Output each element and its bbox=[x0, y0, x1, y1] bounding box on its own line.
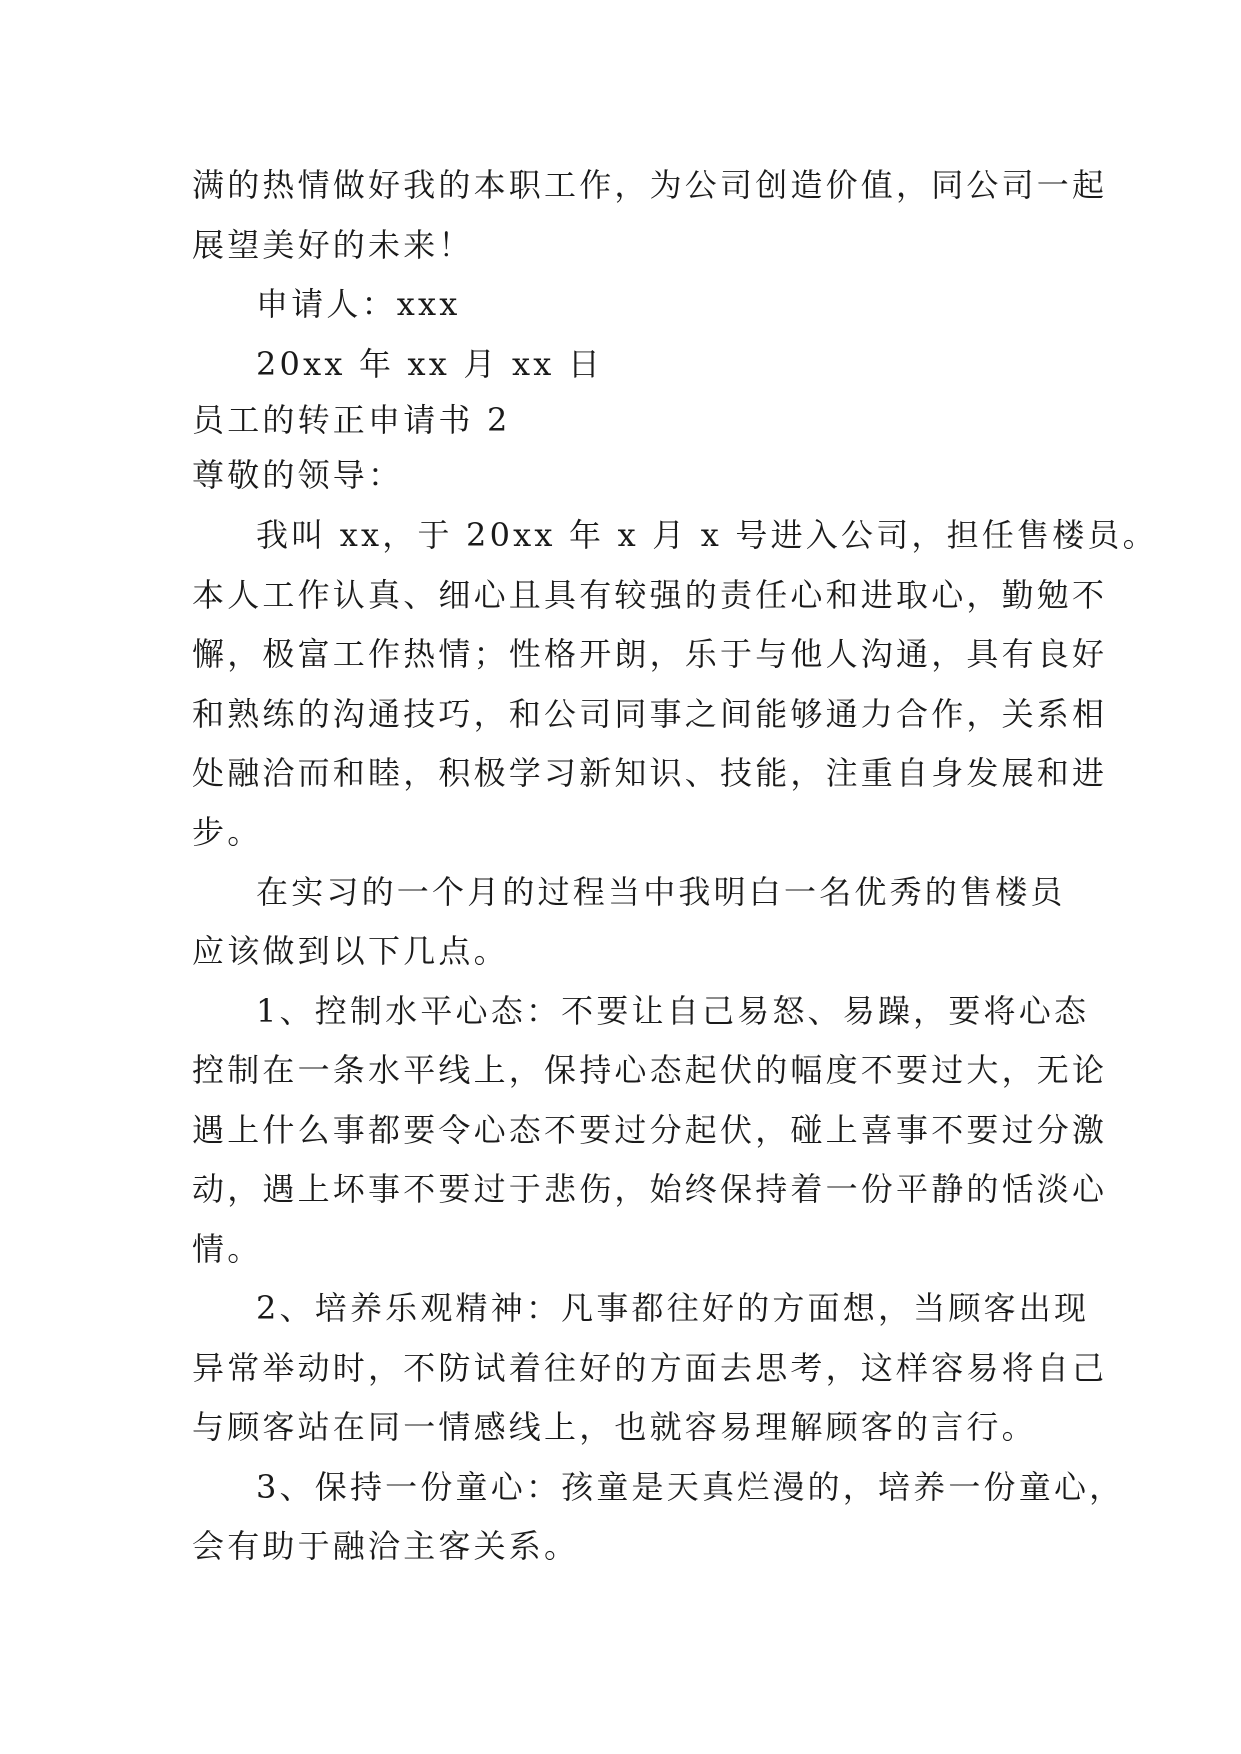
salutation: 尊敬的领导： bbox=[192, 456, 404, 494]
body-text-line: 与顾客站在同一情感线上，也就容易理解顾客的言行。 bbox=[192, 1408, 1037, 1446]
body-text-line: 步。 bbox=[192, 813, 263, 851]
body-text-line: 满的热情做好我的本职工作，为公司创造价值，同公司一起 bbox=[192, 166, 1108, 204]
body-text-line: 本人工作认真、细心且具有较强的责任心和进取心，勤勉不 bbox=[192, 576, 1108, 614]
body-text-line: 3、保持一份童心：孩童是天真烂漫的，培养一份童心， bbox=[256, 1468, 1125, 1506]
body-text-line: 懈，极富工作热情；性格开朗，乐于与他人沟通，具有良好 bbox=[192, 635, 1108, 673]
body-text-line: 和熟练的沟通技巧，和公司同事之间能够通力合作，关系相 bbox=[192, 695, 1108, 733]
body-text-line: 展望美好的未来！ bbox=[192, 226, 474, 264]
body-text-line: 1、控制水平心态：不要让自己易怒、易躁，要将心态 bbox=[256, 992, 1090, 1030]
applicant-line: 申请人：xxx bbox=[256, 285, 461, 323]
section-title: 员工的转正申请书 2 bbox=[192, 401, 511, 439]
body-text-line: 在实习的一个月的过程当中我明白一名优秀的售楼员 bbox=[256, 873, 1066, 911]
body-text-line: 异常举动时，不防试着往好的方面去思考，这样容易将自己 bbox=[192, 1349, 1108, 1387]
body-text-line: 处融洽而和睦，积极学习新知识、技能，注重自身发展和进 bbox=[192, 754, 1108, 792]
body-text-line: 控制在一条水平线上，保持心态起伏的幅度不要过大，无论 bbox=[192, 1051, 1108, 1089]
body-text-line: 动，遇上坏事不要过于悲伤，始终保持着一份平静的恬淡心 bbox=[192, 1170, 1108, 1208]
date-line: 20xx 年 xx 月 xx 日 bbox=[256, 345, 604, 383]
body-text-line: 会有助于融洽主客关系。 bbox=[192, 1527, 580, 1565]
body-text-line: 遇上什么事都要令心态不要过分起伏，碰上喜事不要过分激 bbox=[192, 1111, 1108, 1149]
body-text-line: 2、培养乐观精神：凡事都往好的方面想，当顾客出现 bbox=[256, 1289, 1090, 1327]
body-text-line: 应该做到以下几点。 bbox=[192, 932, 509, 970]
body-text-line: 情。 bbox=[192, 1230, 263, 1268]
body-text-line: 我叫 xx，于 20xx 年 x 月 x 号进入公司，担任售楼员。 bbox=[256, 516, 1158, 554]
